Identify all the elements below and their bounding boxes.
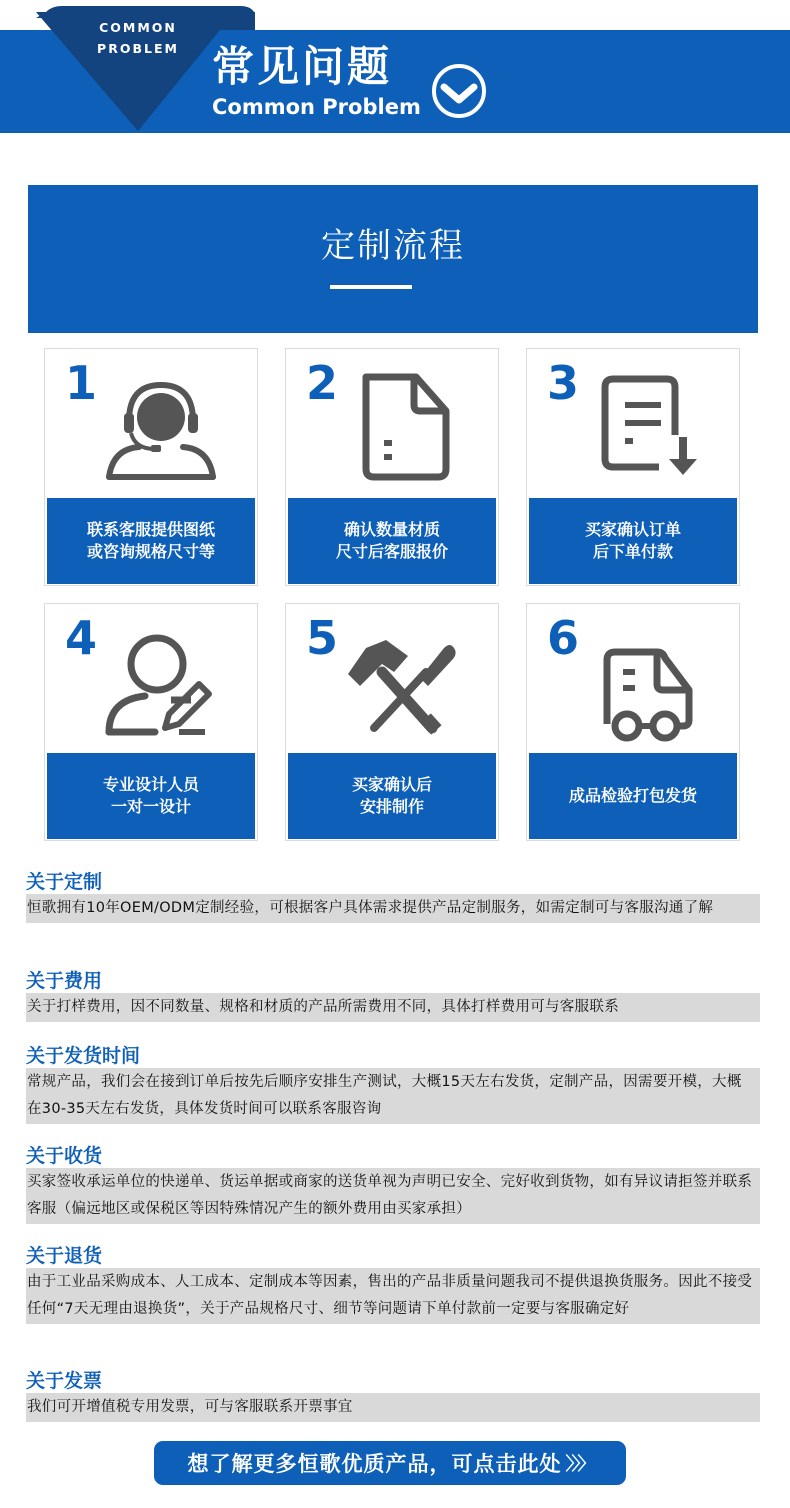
faq-body: 由于工业品采购成本、人工成本、定制成本等因素，售出的产品非质量问题我司不提供退换货服务。因此不接受任何“7天无理由退换货”，关于产品规格尺寸、细节等问题请下单付款前一定要与客服确定好 xyxy=(26,1268,760,1324)
faq-title: 关于定制 xyxy=(26,871,103,893)
step-number: 1 xyxy=(65,356,98,410)
step-label: 专业设计人员 一对一设计 xyxy=(47,753,255,839)
document-icon xyxy=(336,365,466,489)
header-badge-text xyxy=(78,17,198,59)
tools-icon xyxy=(336,620,466,744)
step-label: 确认数量材质 尺寸后客服报价 xyxy=(288,498,496,584)
cta-label: 想了解更多恒歌优质产品，可点击此处 xyxy=(187,1452,562,1476)
step-card-1 xyxy=(44,348,258,586)
step-number: 2 xyxy=(306,356,339,410)
step-label: 买家确认后 安排制作 xyxy=(288,753,496,839)
faq-returns xyxy=(26,1244,760,1324)
step-card-6 xyxy=(526,603,740,841)
step-number: 6 xyxy=(547,611,580,665)
step-card-3 xyxy=(526,348,740,586)
chevron-down-icon xyxy=(430,62,488,120)
more-products-button[interactable] xyxy=(154,1441,626,1485)
faq-body: 关于打样费用，因不同数量、规格和材质的产品所需费用不同，具体打样费用可与客服联系 xyxy=(26,993,760,1022)
step-number: 3 xyxy=(547,356,580,410)
faq-customization xyxy=(26,870,760,923)
step-label: 成品检验打包发货 xyxy=(529,753,737,839)
step-card-4 xyxy=(44,603,258,841)
delivery-truck-icon xyxy=(577,620,707,744)
faq-receiving xyxy=(26,1144,760,1224)
faq-fees xyxy=(26,969,760,1022)
chevrons-right-icon: 〉〉〉 xyxy=(565,1454,593,1475)
page-title: 常见问题 xyxy=(212,42,393,91)
faq-body: 常规产品，我们会在接到订单后按先后顺序安排生产测试，大概15天左右发货，定制产品，因需要开模，大概在30-35天左右发货，具体发货时间可以联系客服咨询 xyxy=(26,1068,760,1124)
badge-line-1: COMMON xyxy=(99,20,177,35)
process-title: 定制流程 xyxy=(321,226,465,266)
step-number: 5 xyxy=(306,611,339,665)
step-card-2 xyxy=(285,348,499,586)
faq-title: 关于发票 xyxy=(26,1370,103,1392)
page-header xyxy=(0,0,790,140)
faq-invoice xyxy=(26,1369,760,1422)
faq-title: 关于费用 xyxy=(26,970,103,992)
step-label: 买家确认订单 后下单付款 xyxy=(529,498,737,584)
designer-icon xyxy=(95,620,225,744)
faq-body: 我们可开增值税专用发票，可与客服联系开票事宜 xyxy=(26,1393,760,1422)
step-number: 4 xyxy=(65,611,98,665)
faq-body: 买家签收承运单位的快递单、货运单据或商家的送货单视为声明已安全、完好收到货物，如有异议请拒签并联系客服（偏远地区或保税区等因特殊情况产生的额外费用由买家承担） xyxy=(26,1168,760,1224)
process-banner xyxy=(28,185,758,333)
process-title-underline xyxy=(330,285,412,289)
faq-title: 关于退货 xyxy=(26,1245,103,1267)
faq-body: 恒歌拥有10年OEM/ODM定制经验，可根据客户具体需求提供产品定制服务，如需定制可与客服沟通了解 xyxy=(26,894,760,923)
badge-line-2: PROBLEM xyxy=(97,41,179,56)
faq-title: 关于发货时间 xyxy=(26,1045,141,1067)
faq-title: 关于收货 xyxy=(26,1145,103,1167)
page-subtitle: Common Problem xyxy=(212,95,421,119)
order-download-icon xyxy=(577,365,707,489)
step-card-5 xyxy=(285,603,499,841)
faq-shipping-time xyxy=(26,1044,760,1124)
customer-service-icon xyxy=(95,365,225,489)
step-label: 联系客服提供图纸 或咨询规格尺寸等 xyxy=(47,498,255,584)
